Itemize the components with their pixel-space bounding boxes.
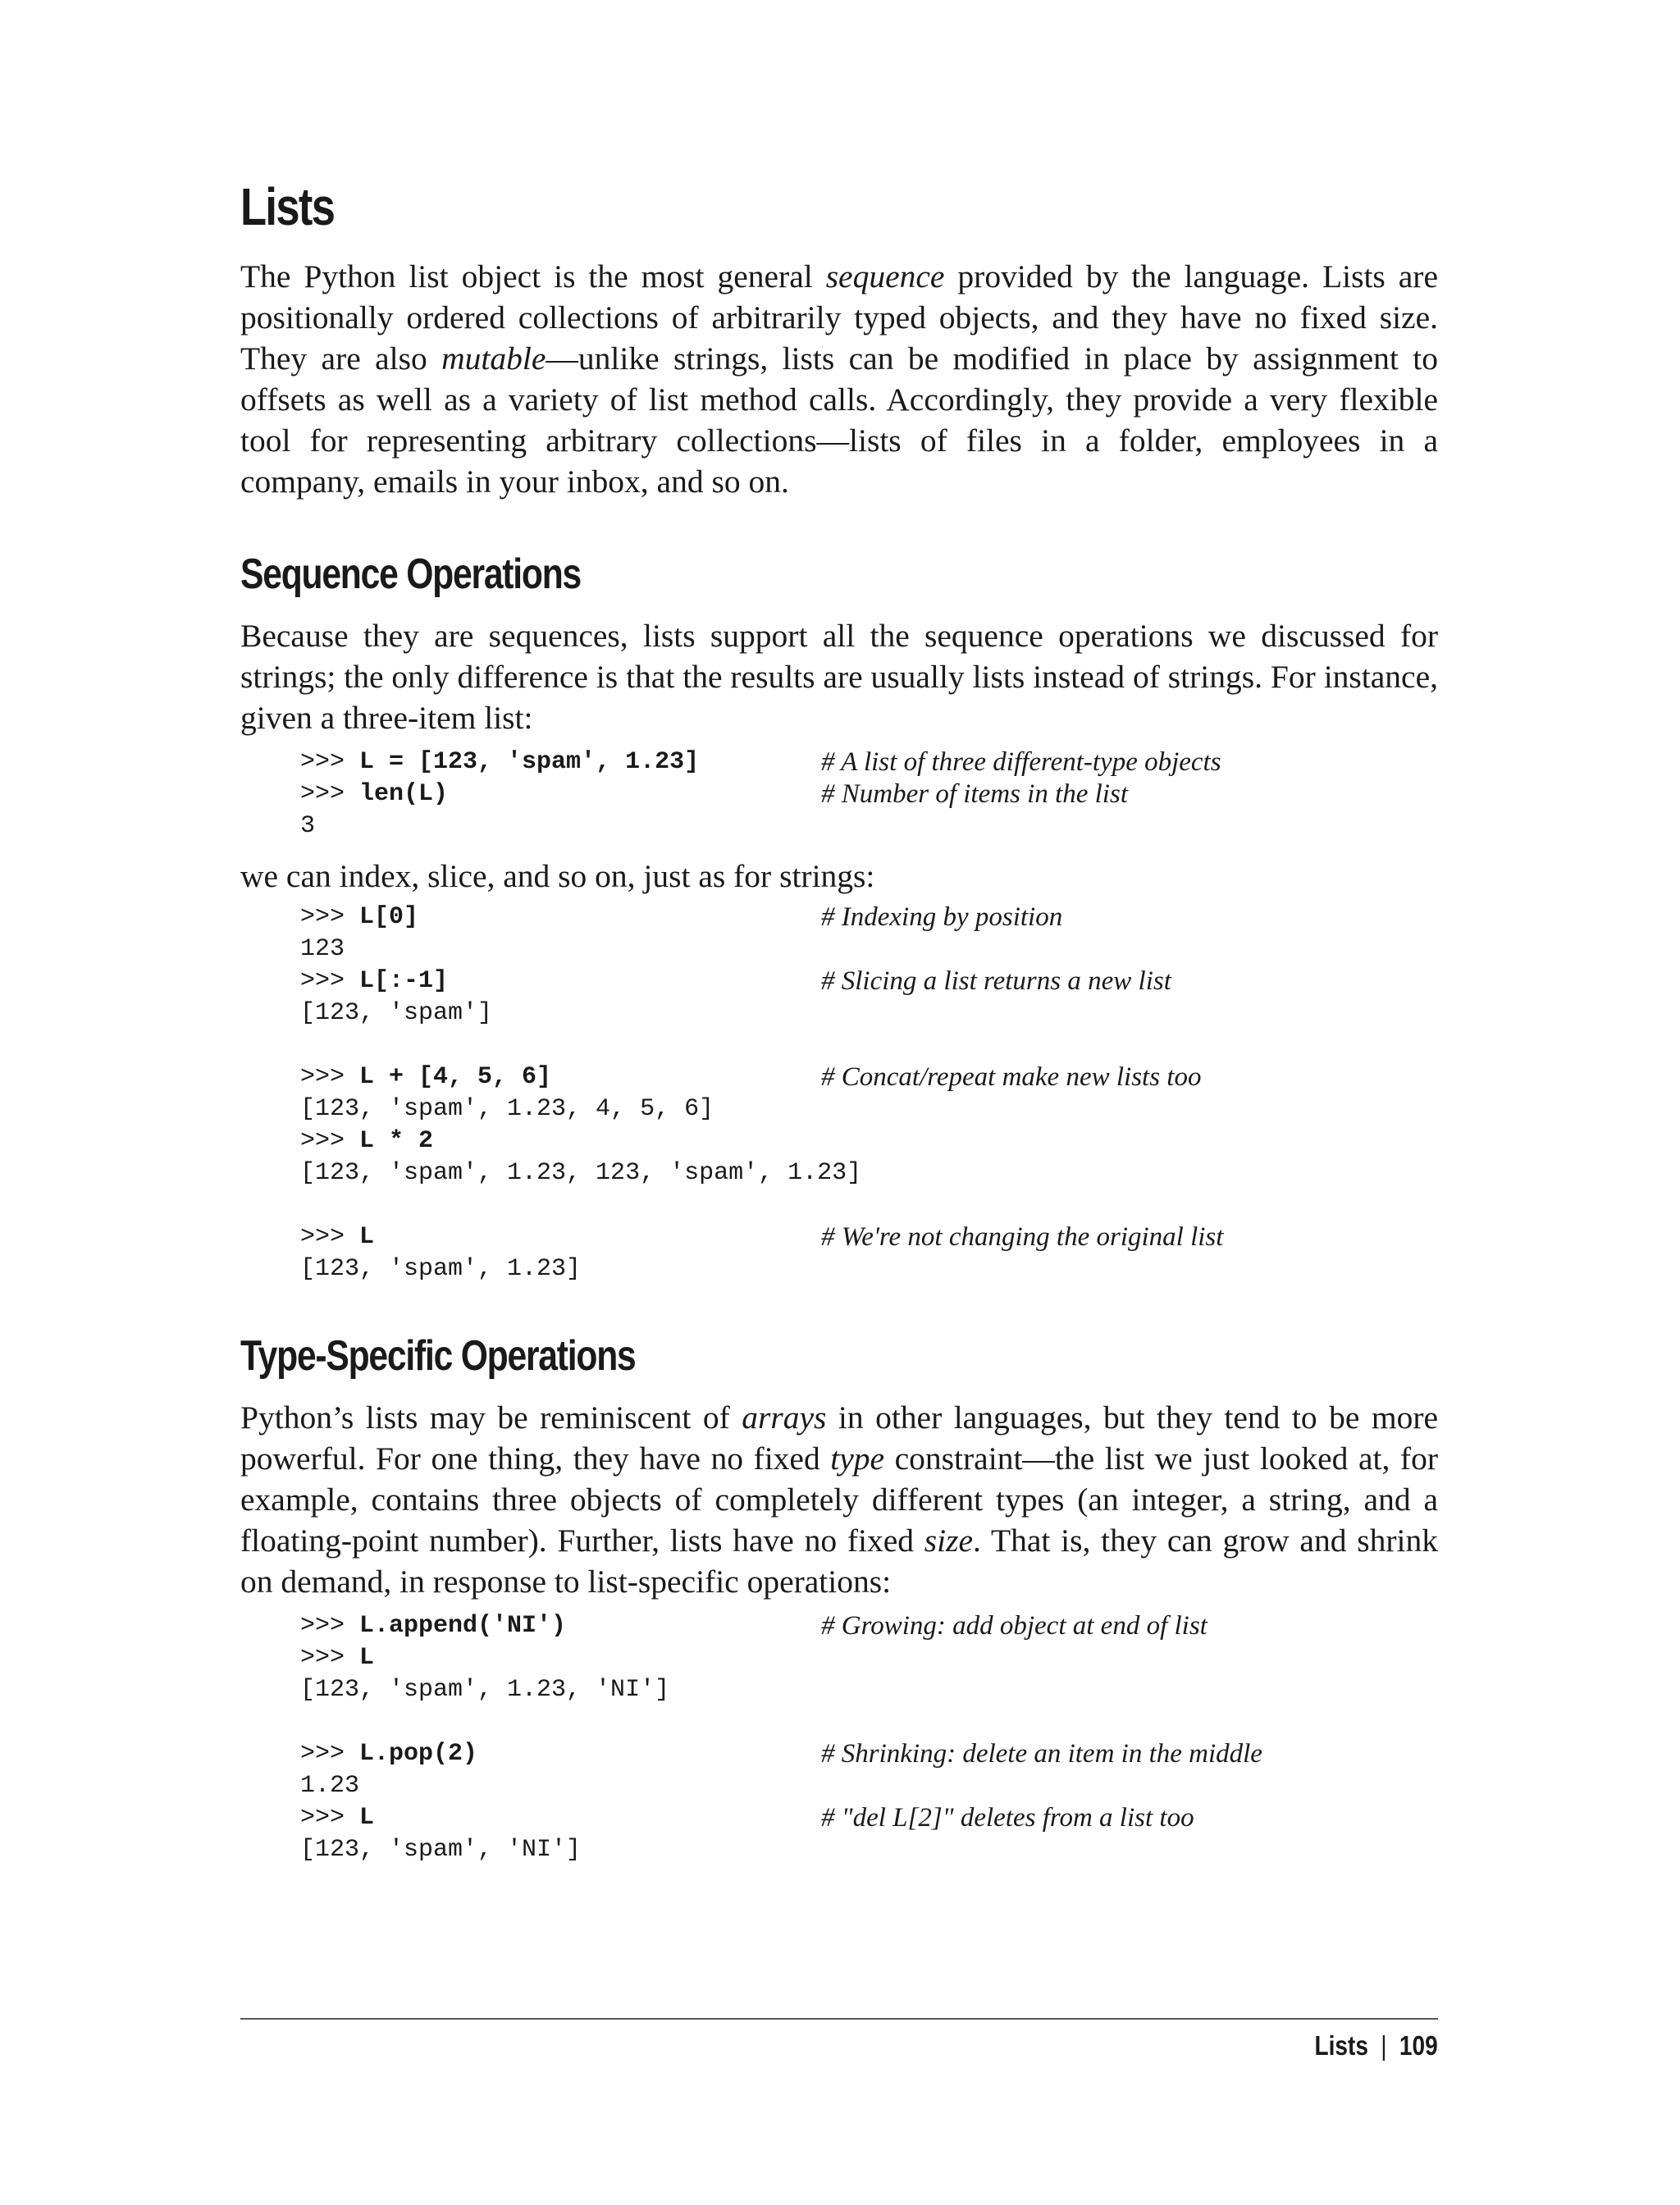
code-output-line [300, 810, 1438, 842]
code-command: len(L) [359, 780, 449, 808]
code-output: 1.23 [300, 1772, 360, 1800]
code-command: L.pop(2) [359, 1740, 478, 1768]
code-output: [123, 'spam', 1.23, 'NI'] [300, 1676, 670, 1704]
code-input-line [300, 1125, 1438, 1157]
code-blank-line [300, 1029, 1438, 1061]
code-output-line [300, 1674, 1438, 1706]
code-prompt: >>> [300, 903, 360, 931]
code-blank-line [300, 1706, 1438, 1738]
code-output: [123, 'spam', 1.23] [300, 1255, 582, 1283]
code-output: 123 [300, 935, 345, 963]
code-output-line [300, 1253, 1438, 1285]
page-number: 109 [1399, 2030, 1438, 2061]
code-prompt: >>> [300, 1612, 360, 1640]
code-comment: # Indexing by position [821, 902, 1063, 932]
code-output: [123, 'spam'] [300, 999, 493, 1027]
code-prompt: >>> [300, 1644, 360, 1672]
code-input-line [300, 1061, 1438, 1093]
footer-separator: | [1381, 2030, 1387, 2061]
code-prompt: >>> [300, 1063, 360, 1091]
code-input-line [300, 1802, 1438, 1834]
code-prompt: >>> [300, 967, 360, 995]
code-output-line [300, 1157, 1438, 1189]
indexing-intro-paragraph: we can index, slice, and so on, just as for strings: [240, 858, 875, 894]
page-content [240, 177, 1438, 1866]
code-prompt: >>> [300, 780, 360, 808]
code-blank-line [300, 1189, 1438, 1221]
code-comment: # Number of items in the list [821, 779, 1128, 809]
code-input-line [300, 746, 1438, 778]
code-output-line [300, 998, 1438, 1029]
intro-paragraph: The Python list object is the most general sequence provided by the language. Lists are positionally ordered collections of arbitrarily typed objects, and they have no fixed size. They are also mutable—unlike strings, lists can be modified in place by assignment to offsets as well as a variety of list method calls. Accordingly, they provide a very flexible tool for representing arbitrary collections—lists of files in a folder, employees in a company, emails in your inbox, and so on. [240, 258, 1438, 500]
code-output: [123, 'spam', 1.23, 123, 'spam', 1.23] [300, 1159, 862, 1187]
code-block-append-pop [300, 1610, 1438, 1866]
code-command: L.append('NI') [359, 1612, 567, 1640]
code-prompt: >>> [300, 1223, 360, 1251]
code-input-line [300, 902, 1438, 934]
code-comment: # Slicing a list returns a new list [821, 966, 1171, 996]
code-comment: # "del L[2]" deletes from a list too [821, 1803, 1194, 1833]
code-comment: # We're not changing the original list [821, 1222, 1224, 1252]
code-input-line [300, 1642, 1438, 1674]
code-input-line [300, 966, 1438, 998]
code-input-line [300, 1610, 1438, 1642]
code-prompt: >>> [300, 748, 360, 776]
code-comment: # Concat/repeat make new lists too [821, 1062, 1202, 1092]
code-command: L + [4, 5, 6] [359, 1063, 552, 1091]
code-input-line [300, 1738, 1438, 1770]
page-footer [1315, 2030, 1438, 2061]
code-block-list-creation [300, 746, 1438, 842]
code-command: L[0] [359, 903, 419, 931]
code-output-line [300, 1093, 1438, 1125]
code-prompt: >>> [300, 1127, 360, 1155]
code-command: L [359, 1223, 375, 1251]
section-title: Lists [240, 177, 335, 236]
code-comment: # Growing: add object at end of list [821, 1611, 1208, 1641]
code-output: [123, 'spam', 1.23, 4, 5, 6] [300, 1095, 714, 1123]
code-command: L [359, 1644, 375, 1672]
code-output: [123, 'spam', 'NI'] [300, 1836, 582, 1864]
code-input-line [300, 1221, 1438, 1253]
sequence-operations-heading: Sequence Operations [240, 550, 582, 598]
sequence-operations-paragraph: Because they are sequences, lists support all the sequence operations we discussed for strings; the only difference is that the results are usually lists instead of strings. For instance, given a three-item list: [240, 618, 1438, 736]
code-command: L * 2 [359, 1127, 434, 1155]
code-output-line [300, 1834, 1438, 1866]
code-comment: # A list of three different-type objects [821, 747, 1221, 777]
code-prompt: >>> [300, 1740, 360, 1768]
code-command: L [359, 1804, 375, 1832]
footer-chapter: Lists [1314, 2030, 1369, 2061]
code-command: L[:-1] [359, 967, 449, 995]
code-output-line [300, 934, 1438, 966]
footer-divider [240, 2018, 1438, 2020]
code-output-line [300, 1770, 1438, 1802]
type-specific-operations-heading: Type-Specific Operations [240, 1332, 636, 1380]
code-prompt: >>> [300, 1804, 360, 1832]
code-input-line [300, 778, 1438, 810]
code-block-indexing [300, 902, 1438, 1285]
code-command: L = [123, 'spam', 1.23] [359, 748, 700, 776]
code-comment: # Shrinking: delete an item in the middle [821, 1739, 1262, 1769]
type-specific-paragraph: Python’s lists may be reminiscent of arrays in other languages, but they tend to be more powerful. For one thing, they have no fixed type constraint—the list we just looked at, for example, contains three objects of completely different types (an integer, a string, and a floating-point number). Further, lists have no fixed size. That is, they can grow and shrink on demand, in response to list-specific operations: [240, 1399, 1438, 1600]
code-output: 3 [300, 812, 316, 840]
